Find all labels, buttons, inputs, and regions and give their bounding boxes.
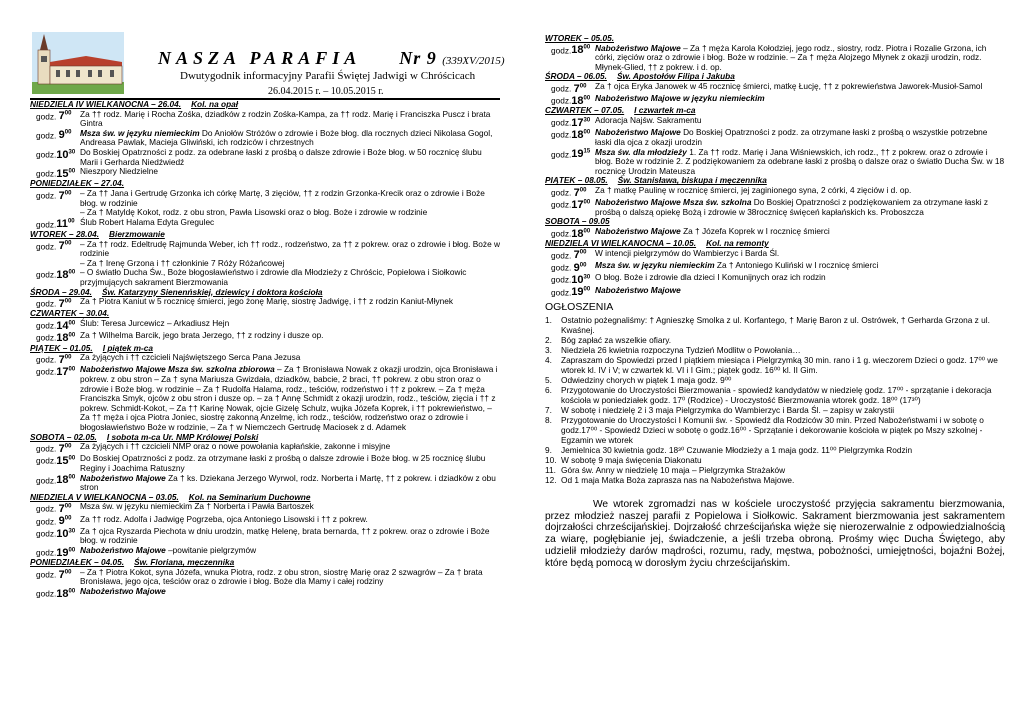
- entry-time: [30, 259, 80, 269]
- entry-intention: Do Boskiej Opatrzności z podz. za otrzymane łaski z prośbą o dalsze zdrowie i Boże błog. w 25 rocznicę ślubu Reginy i Joachima Ratuszny: [80, 453, 486, 473]
- entry-text: [80, 365, 500, 432]
- entry-time: [30, 148, 80, 167]
- time-hour: $18^{00}$: [571, 128, 591, 141]
- entry-service: Msza św. w języku niemieckim: [595, 260, 715, 270]
- time-prefix: godz.: [36, 475, 57, 486]
- entry-service: Nabożeństwo Majowe: [595, 42, 681, 53]
- entry-time: [30, 353, 80, 365]
- entry-text: [80, 568, 500, 587]
- time-prefix: godz.: [36, 456, 57, 467]
- time-minutes: 30: [68, 527, 76, 534]
- entry-time: [545, 148, 595, 177]
- day-name: CZWARTEK – 30.04.: [30, 308, 110, 319]
- time-minutes: 00: [68, 588, 76, 595]
- announcement-text: Jemielnica 30 kwietnia godz. 18³⁰ Czuwanie Młodzieży a 1 maja godz. 11⁰⁰ Pielgrzymka Rodzin: [561, 444, 913, 455]
- schedule-entry: [30, 331, 500, 343]
- announcement-item: [545, 475, 1005, 485]
- time-prefix: godz.: [36, 354, 59, 365]
- time-prefix: godz.: [36, 168, 57, 179]
- time-prefix: godz.: [36, 241, 59, 252]
- time-prefix: godz.: [36, 190, 59, 201]
- entry-time: [30, 568, 80, 587]
- entry-time: [30, 365, 80, 432]
- entry-intention: W intencji pielgrzymów do Wambierzyc i Barda Śl.: [595, 247, 780, 258]
- time-minutes: 00: [579, 262, 587, 268]
- entry-text: [80, 148, 500, 167]
- issue-number: Nr 9 (339XV/2015): [399, 48, 505, 68]
- time-hour: $18^{00}$: [571, 94, 591, 107]
- time-minutes: 00: [64, 443, 72, 450]
- time-minutes: 00: [579, 186, 587, 193]
- schedule-entry: [30, 527, 500, 546]
- entry-intention: O błog. Boże i zdrowie dla dzieci I Komunijnych oraz ich rodzin: [595, 272, 826, 283]
- day-feast: I piątek m-ca: [102, 342, 153, 353]
- schedule-entry: [30, 365, 500, 432]
- time-minutes: 15: [583, 148, 591, 155]
- day-name: ŚRODA – 29.04.: [30, 286, 92, 297]
- entry-time: [30, 587, 80, 599]
- announcements-list: [545, 315, 1005, 485]
- time-prefix: godz.: [36, 569, 59, 580]
- entry-intention: – Za † Matyldę Kokot, rodz. z obu stron, Pawła Lisowski oraz o błog. Boże i zdrowie w rodzinie: [80, 207, 428, 218]
- bulletin-dates: 26.04.2015 r. – 10.05.2015 r.: [268, 86, 384, 97]
- time-hour: $7^{00}$: [58, 442, 72, 455]
- time-prefix: godz.: [551, 117, 572, 128]
- schedule-entry: [30, 189, 500, 208]
- day-name: NIEDZIELA VI WIELKANOCNA – 10.05.: [545, 238, 697, 249]
- announcement-item: [545, 445, 1005, 455]
- announcement-number: 1.: [545, 314, 552, 325]
- time-hour: $19^{00}$: [56, 546, 76, 559]
- header-divider: [30, 98, 500, 100]
- entry-time: [30, 110, 80, 129]
- entry-intention: Za żyjących i †† czcicieli NMP oraz o nowe powołania kapłańskie, zakonne i misyjne: [80, 441, 391, 452]
- time-prefix: godz.: [551, 262, 574, 273]
- time-prefix: godz.: [36, 298, 59, 309]
- entry-intention: Do Boskiej Opatrzności z podz. za otrzymane łaski z prośbą o wszystkie potrzebne łaski dla ojca z okazji urodzin: [595, 127, 988, 147]
- entry-intention: Za † Antoniego Kuliński w I rocznicę śmierci: [716, 260, 879, 270]
- entry-time: [545, 198, 595, 217]
- announcement-number: 7.: [545, 404, 552, 415]
- announcement-item: [545, 315, 1005, 335]
- time-hour: $19^{00}$: [571, 286, 591, 299]
- entry-time: [30, 527, 80, 546]
- entry-text: [80, 527, 500, 546]
- time-minutes: 00: [64, 503, 72, 510]
- time-hour: $17^{30}$: [571, 116, 591, 129]
- time-minutes: 00: [64, 354, 72, 361]
- entry-time: [30, 454, 80, 473]
- entry-time: [545, 261, 595, 273]
- entry-time: [30, 129, 80, 148]
- time-prefix: godz.: [36, 516, 59, 527]
- announcement-item: [545, 455, 1005, 465]
- time-prefix: godz.: [551, 274, 572, 285]
- entry-intention: – O światło Ducha Św., Boże błogosławieństwo i zdrowie dla Młodzieży z Chróścic, Popielowa i Siołkowic przyjmujących sakrament Bierzmowania: [80, 267, 467, 287]
- closing-paragraph: We wtorek zgromadzi nas w kościele uroczystość przyjęcia sakramentu bierzmowania, przez młodzież naszej parafii z Popielowa i Siołkowic. Sakrament bierzmowania jest sakramentem dojrzałości chrześcijańskiej. Dojrzałość chrześcijańska więże się nierozerwalnie z odpowiedzialnością za wiarę, pogłębianie jej, świadczenie, a jeśli trzeba obroną. Prośmy więc Ducha Świętego, aby udzielił młodzieży darów mądrości, rozumu, rady, męstwa, pobożności, umiejętności, bojaźni Bożej, które będą pomocą w dorosłym życiu chrześcijańskim.: [545, 498, 1005, 569]
- time-hour: $9^{00}$: [58, 129, 72, 142]
- time-hour: $11^{00}$: [56, 218, 75, 231]
- schedule-entry: [545, 198, 1005, 217]
- entry-time: [545, 116, 595, 128]
- time-prefix: godz.: [36, 547, 57, 558]
- entry-service: Msza św. w języku niemieckim: [80, 127, 200, 138]
- time-prefix: godz.: [36, 219, 57, 230]
- entry-text: [595, 44, 1005, 73]
- entry-text: [595, 198, 1005, 217]
- time-prefix: godz.: [551, 287, 572, 298]
- schedule-entry: [30, 129, 500, 148]
- announcement-item: [545, 355, 1005, 375]
- day-name: PONIEDZIAŁEK – 27.04.: [30, 178, 125, 189]
- entry-service: Nabożeństwo Majowe: [595, 284, 681, 295]
- time-hour: $18^{00}$: [56, 269, 76, 282]
- announcement-item: [545, 415, 1005, 445]
- entry-intention: Za † ojca Ryszarda Piechota w dniu urodzin, matkę Helenę, brata bernarda, †† z pokrew. oraz o zdrowie i Boże błog. w rodzinie: [80, 525, 490, 546]
- entry-service: Nabożeństwo Majowe: [80, 545, 166, 556]
- time-hour: $18^{00}$: [56, 331, 76, 344]
- time-prefix: godz.: [36, 111, 59, 122]
- time-prefix: godz.: [36, 504, 59, 514]
- announcement-number: 4.: [545, 354, 552, 365]
- schedule-entry: [30, 110, 500, 129]
- time-minutes: 00: [68, 474, 76, 481]
- day-name: NIEDZIELA IV WIELKANOCNA – 26.04.: [30, 99, 182, 109]
- time-prefix: godz.: [36, 130, 59, 141]
- time-minutes: 00: [64, 515, 72, 522]
- entry-intention: Do Boskiej Opatrzności z podz. za odebrane łaski z prośbą o dalsze zdrowie i Boże błog. w 50 rocznicę ślubu Marii i Gerharda Niedźwiedź: [80, 146, 482, 167]
- entry-service: Nabożeństwo Majowe: [595, 225, 681, 236]
- entry-intention: 1. Za †† rodz. Marię i Jana Wiśniewskich, ich rodz., †† z pokrew. oraz o zdrowie i błog. Boże w rodzinie 2. Z podziękowaniem za odebrane łaski z prośbą o dalsze oraz o światło Ducha Św. w 18 rocznicę Urodzin Mateusza: [595, 146, 1005, 176]
- entry-intention: Za † ks. Dziekana Jerzego Wyrwol, rodz. Norberta i Martę, †† z pokrew. i dziadków z obu stron: [80, 472, 496, 493]
- time-hour: $7^{00}$: [573, 249, 587, 262]
- announcement-number: 2.: [545, 334, 552, 345]
- entry-time: [545, 82, 595, 94]
- time-prefix: godz.: [36, 588, 57, 599]
- entry-intention: Za † ojca Eryka Janowek w 45 rocznicę śmierci, matkę Łucję, †† z pokrewieństwa Jaworek-Musioł-Samol: [595, 80, 983, 91]
- time-prefix: godz.: [36, 149, 57, 160]
- entry-time: [30, 240, 80, 259]
- time-minutes: 00: [64, 129, 72, 136]
- time-minutes: 00: [68, 332, 76, 339]
- day-feast: Kol. na opał: [191, 99, 239, 109]
- time-minutes: 00: [64, 298, 72, 305]
- time-hour: $9^{00}$: [573, 261, 587, 274]
- left-schedule: [30, 100, 500, 599]
- day-name: SOBOTA – 02.05.: [30, 431, 97, 442]
- announcement-text: W sobotę i niedzielę 2 i 3 maja Pielgrzymka do Wambierzyc i Barda Śl. – zapisy w zakrystii: [561, 404, 895, 415]
- time-hour: $17^{00}$: [56, 366, 76, 379]
- entry-intention: –powitanie pielgrzymów: [168, 545, 257, 556]
- time-minutes: 30: [68, 148, 76, 155]
- time-hour: $7^{00}$: [58, 568, 72, 581]
- schedule-entry: [30, 568, 500, 587]
- right-schedule: [545, 34, 1005, 298]
- announcement-text: W sobotę 9 maja święcenia Diakonatu: [561, 454, 702, 465]
- entry-text: [80, 454, 500, 473]
- entry-time: [30, 442, 80, 454]
- time-hour: $18^{00}$: [56, 474, 76, 487]
- day-feast: Kol. na Seminarium Duchowne: [188, 491, 311, 502]
- announcement-text: Góra św. Anny w niedzielę 10 maja – Pielgrzymka Strażaków: [561, 464, 786, 475]
- day-name: CZWARTEK – 07.05.: [545, 105, 625, 116]
- time-prefix: godz.: [551, 199, 572, 210]
- entry-text: [80, 587, 500, 599]
- entry-time: [30, 502, 80, 514]
- announcement-number: 8.: [545, 414, 552, 425]
- schedule-entry: [30, 218, 500, 230]
- announcement-item: [545, 335, 1005, 345]
- day-feast: Kol. na remonty: [706, 238, 769, 249]
- time-minutes: 30: [583, 117, 591, 124]
- entry-service: Msza św. dla młodzieży: [595, 146, 687, 157]
- time-prefix: godz.: [36, 332, 57, 343]
- time-minutes: 00: [67, 218, 75, 225]
- time-hour: $7^{00}$: [58, 240, 72, 253]
- entry-intention: – Za †† rodz. Edeltrudę Rajmunda Weber, ich †† rodz., rodzeństwo, za †† z pokrew. oraz o zdrowie i błog. Boże w rodzinie: [80, 238, 500, 259]
- announcement-number: 10.: [545, 454, 557, 465]
- time-prefix: godz.: [36, 270, 57, 281]
- entry-time: [30, 189, 80, 208]
- entry-text: [80, 189, 500, 208]
- announcement-number: 5.: [545, 374, 552, 385]
- time-hour: $18^{00}$: [571, 227, 591, 240]
- day-name: NIEDZIELA V WIELKANOCNA – 03.05.: [30, 491, 179, 502]
- day-feast: I sobota m-ca Ur. NMP Królowej Polski: [106, 431, 259, 442]
- entry-time: [545, 286, 595, 298]
- bulletin-title: [158, 48, 505, 69]
- entry-text: [595, 148, 1005, 177]
- bulletin-header: [30, 0, 505, 100]
- time-prefix: godz.: [551, 187, 574, 198]
- entry-service: Nabożeństwo Majowe w języku niemieckim: [595, 93, 765, 104]
- schedule-entry: [545, 44, 1005, 73]
- time-minutes: 00: [68, 366, 76, 373]
- entry-time: [30, 208, 80, 218]
- time-prefix: godz.: [36, 367, 57, 378]
- left-column: [30, 0, 505, 600]
- announcements-title: OGŁOSZENIA: [545, 300, 614, 313]
- time-minutes: 00: [64, 190, 72, 196]
- announcement-text: Przygotowanie do Uroczystości Bierzmowania - spowiedź kandydatów w niedzielę godz. 17⁰⁰ - sprzątanie i dekoracja kościoła w poniedziałek godz. 17⁰ (Rodzice) - Uroczystość Bierzmowania wtorek godz. 18⁰⁰ (17³⁰): [561, 384, 992, 405]
- entry-text: [80, 474, 500, 493]
- time-hour: $9^{00}$: [58, 515, 72, 528]
- entry-intention: Adoracja Najśw. Sakramentu: [595, 115, 702, 126]
- time-prefix: godz.: [551, 250, 574, 261]
- announcement-text: Odwiedziny chorych w piątek 1 maja godz. 9⁰⁰: [561, 374, 732, 385]
- entry-intention: Za †† rodz. Adolfa i Jadwigę Pogrzeba, ojca Antoniego Lisowski i †† z pokrew.: [80, 513, 368, 524]
- entry-service: Nabożeństwo Majowe: [595, 127, 681, 138]
- entry-time: [30, 474, 80, 493]
- time-minutes: 00: [68, 320, 76, 327]
- issue-code: (339XV/2015): [442, 55, 505, 67]
- entry-intention: – Za †† Jana i Gertrudę Grzonka ich córkę Martę, 3 zięciów, †† z rodzin Grzonka-Krecik oraz o zdrowie i Boże błog. w rodzinie: [80, 188, 485, 208]
- time-hour: $18^{00}$: [571, 44, 591, 57]
- time-prefix: godz.: [551, 149, 572, 160]
- time-hour: $18^{00}$: [56, 587, 76, 600]
- entry-service: Nabożeństwo Majowe: [80, 472, 166, 483]
- entry-intention: Ślub Robert Halama Edyta Gregulec: [80, 216, 215, 227]
- day-name: ŚRODA – 06.05.: [545, 71, 607, 82]
- announcement-item: [545, 465, 1005, 475]
- time-hour: $7^{00}$: [58, 110, 72, 123]
- time-minutes: 00: [64, 568, 72, 575]
- day-feast: Bierzmowanie: [109, 229, 165, 240]
- time-minutes: 00: [579, 82, 587, 89]
- schedule-entry: [545, 148, 1005, 177]
- time-minutes: 00: [68, 547, 76, 554]
- time-hour: $7^{00}$: [58, 189, 72, 202]
- entry-time: [545, 273, 595, 285]
- day-feast: Św. Katarzyny Sienenńskiej, dziewicy i doktora kościoła: [101, 286, 323, 297]
- schedule-entry: [545, 128, 1005, 147]
- title-text: NASZA PARAFIA: [158, 48, 362, 68]
- time-prefix: godz.: [551, 95, 572, 106]
- time-minutes: 00: [583, 227, 591, 234]
- entry-intention: Ślub: Teresa Jurcewicz – Arkadiusz Hejn: [80, 318, 230, 329]
- entry-text: [80, 129, 500, 148]
- day-name: WTOREK – 05.05.: [545, 33, 615, 43]
- time-prefix: godz.: [551, 45, 572, 56]
- entry-text: [595, 128, 1005, 147]
- announcement-item: [545, 405, 1005, 415]
- time-hour: $10^{30}$: [56, 148, 76, 161]
- entry-intention: Za † Wilhelma Barcik, jego brata Jerzego, †† z rodziny i dusze op.: [80, 330, 324, 341]
- time-hour: $7^{00}$: [58, 503, 72, 515]
- time-hour: $10^{30}$: [56, 527, 76, 540]
- entry-intention: – Za † Piotra Kokot, syna Józefa, wnuka Piotra, rodz. z obu stron, siostrę Marię oraz 2 szwagrów – Za † brata Bronisława, jego ojca, teściów oraz o zdrowie i błog. Boże dla Mamy i całej rodziny: [80, 566, 483, 587]
- day-name: PIĄTEK – 01.05.: [30, 342, 93, 353]
- day-name: WTOREK – 28.04.: [30, 229, 100, 240]
- time-hour: $17^{00}$: [571, 198, 591, 211]
- entry-intention: – Za † Irenę Grzona i †† członkinie 7 Róży Różańcowej: [80, 257, 285, 268]
- day-feast: Św. Stanisława, biskupa i męczennika: [617, 175, 767, 186]
- entry-time: [545, 128, 595, 147]
- time-hour: $15^{00}$: [56, 167, 76, 180]
- time-minutes: 00: [64, 240, 72, 247]
- entry-intention: Za † matkę Paulinę w rocznicę śmierci, jej zaginionego syna, 2 córki, 4 zięciów i d. op.: [595, 184, 912, 195]
- announcement-text: Bóg zapłać za wszelkie ofiary.: [561, 334, 672, 345]
- entry-time: [545, 44, 595, 73]
- time-hour: $19^{15}$: [571, 148, 591, 161]
- time-hour: $15^{00}$: [56, 455, 76, 468]
- schedule-entry: [30, 587, 500, 599]
- entry-text: [80, 331, 500, 343]
- time-hour: $7^{00}$: [58, 353, 72, 366]
- schedule-entry: [30, 454, 500, 473]
- entry-time: [545, 249, 595, 261]
- announcement-number: 12.: [545, 474, 557, 485]
- church-logo-icon: [32, 32, 124, 94]
- entry-intention: Do Boskiej Opatrzności z podziękowaniem za otrzymane łaski z prośbą o dalszą opiekę Bożą i zdrowie w 38rocznicę święceń kapłańskich ks. Proboszcza: [595, 197, 989, 217]
- day-name: PONIEDZIAŁEK – 04.05.: [30, 557, 125, 568]
- schedule-entry: [30, 148, 500, 167]
- time-minutes: 00: [583, 129, 591, 136]
- time-minutes: 30: [583, 274, 591, 281]
- time-prefix: godz.: [551, 83, 574, 94]
- time-hour: $14^{00}$: [56, 319, 76, 332]
- announcement-item: [545, 375, 1005, 385]
- time-minutes: 00: [68, 168, 76, 175]
- announcement-number: 6.: [545, 384, 552, 395]
- schedule-entry: [30, 268, 500, 287]
- time-minutes: 00: [583, 95, 591, 102]
- day-feast: I czwartek m-ca: [634, 105, 696, 116]
- entry-intention: Za żyjących i †† czcicieli Najświętszego Serca Pana Jezusa: [80, 352, 301, 363]
- entry-time: [30, 268, 80, 287]
- time-minutes: 00: [68, 455, 76, 462]
- day-name: PIĄTEK – 08.05.: [545, 175, 608, 186]
- time-minutes: 00: [583, 286, 591, 293]
- time-hour: $7^{00}$: [58, 297, 72, 310]
- announcement-text: Zapraszam do Spowiedzi przed I piątkiem miesiąca i Pielgrzymką 30 min. rano i 1 g. wieczorem Dzieci o godz. 17⁰⁰ we wtorek kl. IV i V; w czwartek kl. VI i I Gim.; piątek godz. 16⁰⁰ kl. II Gim.: [561, 354, 998, 375]
- time-minutes: 00: [583, 44, 591, 51]
- time-prefix: godz.: [551, 228, 572, 239]
- day-feast: Św. Floriana, męczennika: [134, 557, 235, 568]
- announcement-item: [545, 345, 1005, 355]
- entry-text: [80, 268, 500, 287]
- time-hour: $10^{30}$: [571, 273, 591, 286]
- day-feast: Św. Apostołów Filipa i Jakuba: [616, 71, 735, 82]
- schedule-entry: [30, 240, 500, 259]
- schedule-entry: [545, 286, 1005, 298]
- entry-intention: Nieszpory Niedzielne: [80, 166, 158, 177]
- entry-text: [80, 167, 500, 179]
- announcement-text: Od 1 maja Matka Boża zaprasza nas na Nabożeństwa Majowe.: [561, 474, 795, 485]
- entry-intention: Za † Józefa Koprek w I rocznicę śmierci: [683, 225, 830, 236]
- time-prefix: godz.: [551, 129, 572, 140]
- announcement-number: 11.: [545, 464, 556, 475]
- entry-text: [80, 110, 500, 129]
- entry-service: Nabożeństwo Majowe Msza św. szkolna: [595, 197, 752, 208]
- entry-time: [30, 515, 80, 527]
- time-hour: $7^{00}$: [573, 186, 587, 199]
- entry-intention: – Za † męża Karola Kołodziej, jego rodz., siostry, rodz. Piotra i Rozalie Grzona, ich córki, zięciów oraz o zdrowie i błog. Boże w rodzinie. – Za † męża Alojzego Młynek z okazji urodzin, rodz. Młynek-Glied, †† z pokrew. i d. op.: [595, 42, 987, 72]
- announcement-text: Niedziela 26 kwietnia rozpoczyna Tydzień Modlitw o Powołania…: [561, 344, 801, 355]
- time-prefix: godz.: [36, 443, 59, 454]
- entry-intention: – Za † Bronisława Nowak z okazji urodzin, ojca Bronisława i pokrew. z obu stron – Za † syna Mariusza Gwizdała, dziadków, babcie, 2 braci, †† pokrew. z obu stron oraz o zdrowie i Boże błog. w rodzinie – Za † Rudolfa Halama, rodz., teściów, rodzeństwo i †† z pokrew. – Za † męża Franciszka Smyk, ojców z obu stron i dusze op. – za † Annę Schmidt z okazji urodzin, rodz., teściów, zięcia i †† z pokrew. Schmidt-Kokot, – Za †† Karinę Nowak, ojcie Gizelę Schulz, wujka Józefa Koprek, i †† pokrewieństwo, – Za †† męża i ojca Piotra Joniec, siostrę zakonną Anzelmę, ich rodz., teściów, rodzeństwo oraz o zdrowie i błogosławieństwo Boże w rodzinie, – Za † w Niemczech Gertrudę Maciosek z d. Adamek: [80, 364, 498, 432]
- entry-service: Nabożeństwo Majowe: [80, 586, 166, 597]
- announcement-number: 3.: [545, 344, 552, 355]
- entry-text: [595, 286, 1005, 298]
- announcement-text: Ostatnio pożegnaliśmy: † Agnieszkę Smolka z ul. Korfantego, † Marię Baron z ul. Ostrówek, † Gerharda Grzona z ul. Kwaśnej.: [561, 314, 990, 335]
- right-column: [545, 0, 1005, 570]
- bulletin-subtitle: Dwutygodnik informacyjny Parafii Świętej Jadwigi w Chróścicach: [180, 70, 476, 82]
- announcement-item: [545, 385, 1005, 405]
- entry-text: [80, 240, 500, 259]
- schedule-entry: [30, 474, 500, 493]
- time-hour: $7^{00}$: [573, 82, 587, 95]
- entry-time: [545, 186, 595, 198]
- entry-time: [30, 319, 80, 331]
- time-minutes: 00: [68, 269, 76, 276]
- entry-intention: Za † Piotra Kaniut w 5 rocznicę śmierci, jego żonę Marię, siostrę Jadwigę, i †† z rodzin Kaniut-Młynek: [80, 296, 454, 307]
- entry-service: Nabożeństwo Majowe Msza św. szkolna zbiorowa: [80, 364, 275, 375]
- time-minutes: 00: [583, 199, 591, 206]
- time-minutes: 00: [64, 110, 72, 117]
- time-minutes: 00: [579, 249, 587, 256]
- announcement-number: 9.: [545, 444, 552, 455]
- entry-text: [80, 297, 500, 309]
- entry-intention: Msza św. w języku niemieckim Za † Norberta i Pawła Bartoszek: [80, 501, 314, 512]
- entry-intention: Do Aniołów Stróżów o zdrowie i Boże błog. dla rocznych dzieci Nikolasa Gogol, Andreasa Pawlak, Macieja Gliwiński, ich rodziców i chrzestnych: [80, 127, 493, 148]
- entry-intention: Za †† rodz. Marię i Rocha Zośka, dziadków z rodzin Zośka-Kampa, za †† rodz. Marię i Franciszka Puscz i brata Gintra: [80, 108, 491, 129]
- time-prefix: godz.: [36, 320, 57, 331]
- announcement-text: Przygotowanie do Uroczystości I Komunii św. - Spowiedź dla Rodziców 30 min. Przed Nabożeństwami i w sobotę o godz.17⁰⁰ - Spowiedź Dzieci w sobotę o godz.16⁰⁰ - Sprzątanie i dekorowanie kościoła w piątek po Mszy szkolnej - Egzamin we wtorek: [561, 414, 984, 445]
- day-name: SOBOTA – 09.05: [545, 216, 610, 227]
- time-prefix: godz.: [36, 528, 57, 539]
